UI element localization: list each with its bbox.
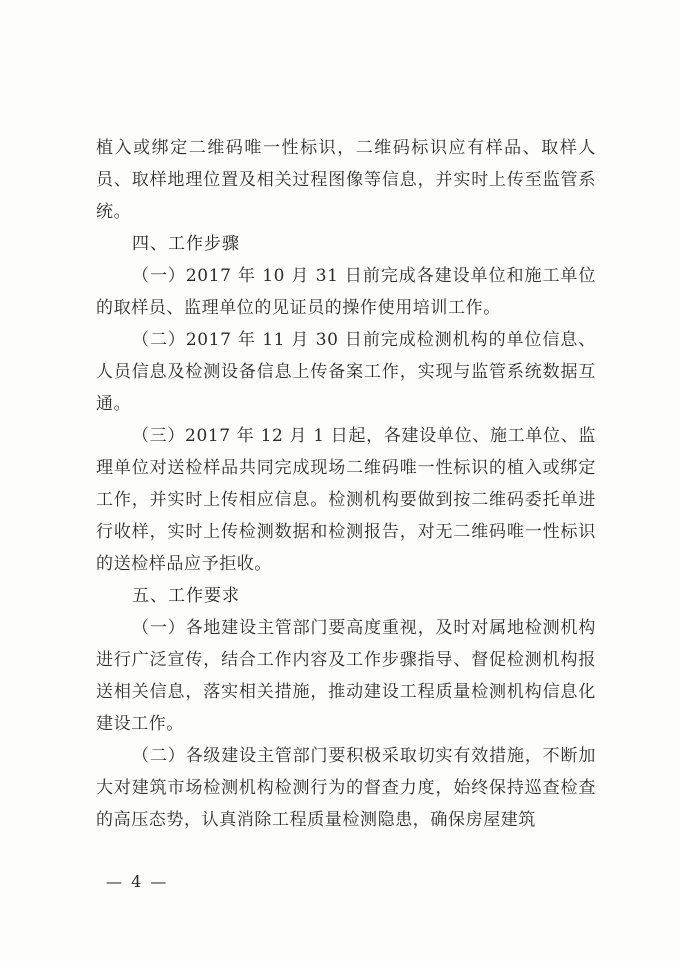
paragraph-requirement-1: （一）各地建设主管部门要高度重视，及时对属地检测机构进行广泛宣传，结合工作内容及工作步骤指导、督促检测机构报送相关信息，落实相关措施，推动建设工程质量检测机构信息化建设工作。 (96, 618, 596, 734)
paragraph-step-2: （二）2017 年 11 月 30 日前完成检测机构的单位信息、人员信息及检测设备信息上传备案工作，实现与监管系统数据互通。 (96, 330, 596, 414)
page-number: — 4 — (106, 872, 169, 891)
section-heading-work-requirements: 五、工作要求 (132, 586, 240, 606)
paragraph-step-3: （三）2017 年 12 月 1 日起，各建设单位、施工单位、监理单位对送检样品共同完成现场二维码唯一性标识的植入或绑定工作，并实时上传相应信息。检测机构要做到按二维码委托单进行收样，实时上传检测数据和检测报告，对无二维码唯一性标识的送检样品应予拒收。 (96, 426, 596, 574)
paragraph-requirement-2: （二）各级建设主管部门要积极采取切实有效措施，不断加大对建筑市场检测机构检测行为的督查力度，始终保持巡查检查的高压态势，认真消除工程质量检测隐患，确保房屋建筑 (96, 746, 596, 830)
paragraph-step-1: （一）2017 年 10 月 31 日前完成各建设单位和施工单位的取样员、监理单位的见证员的操作使用培训工作。 (96, 266, 596, 318)
section-heading-work-steps: 四、工作步骤 (132, 234, 240, 254)
document-body (96, 132, 596, 836)
paragraph-continuation: 植入或绑定二维码唯一性标识，二维码标识应有样品、取样人员、取样地理位置及相关过程图像等信息，并实时上传至监管系统。 (96, 138, 596, 222)
